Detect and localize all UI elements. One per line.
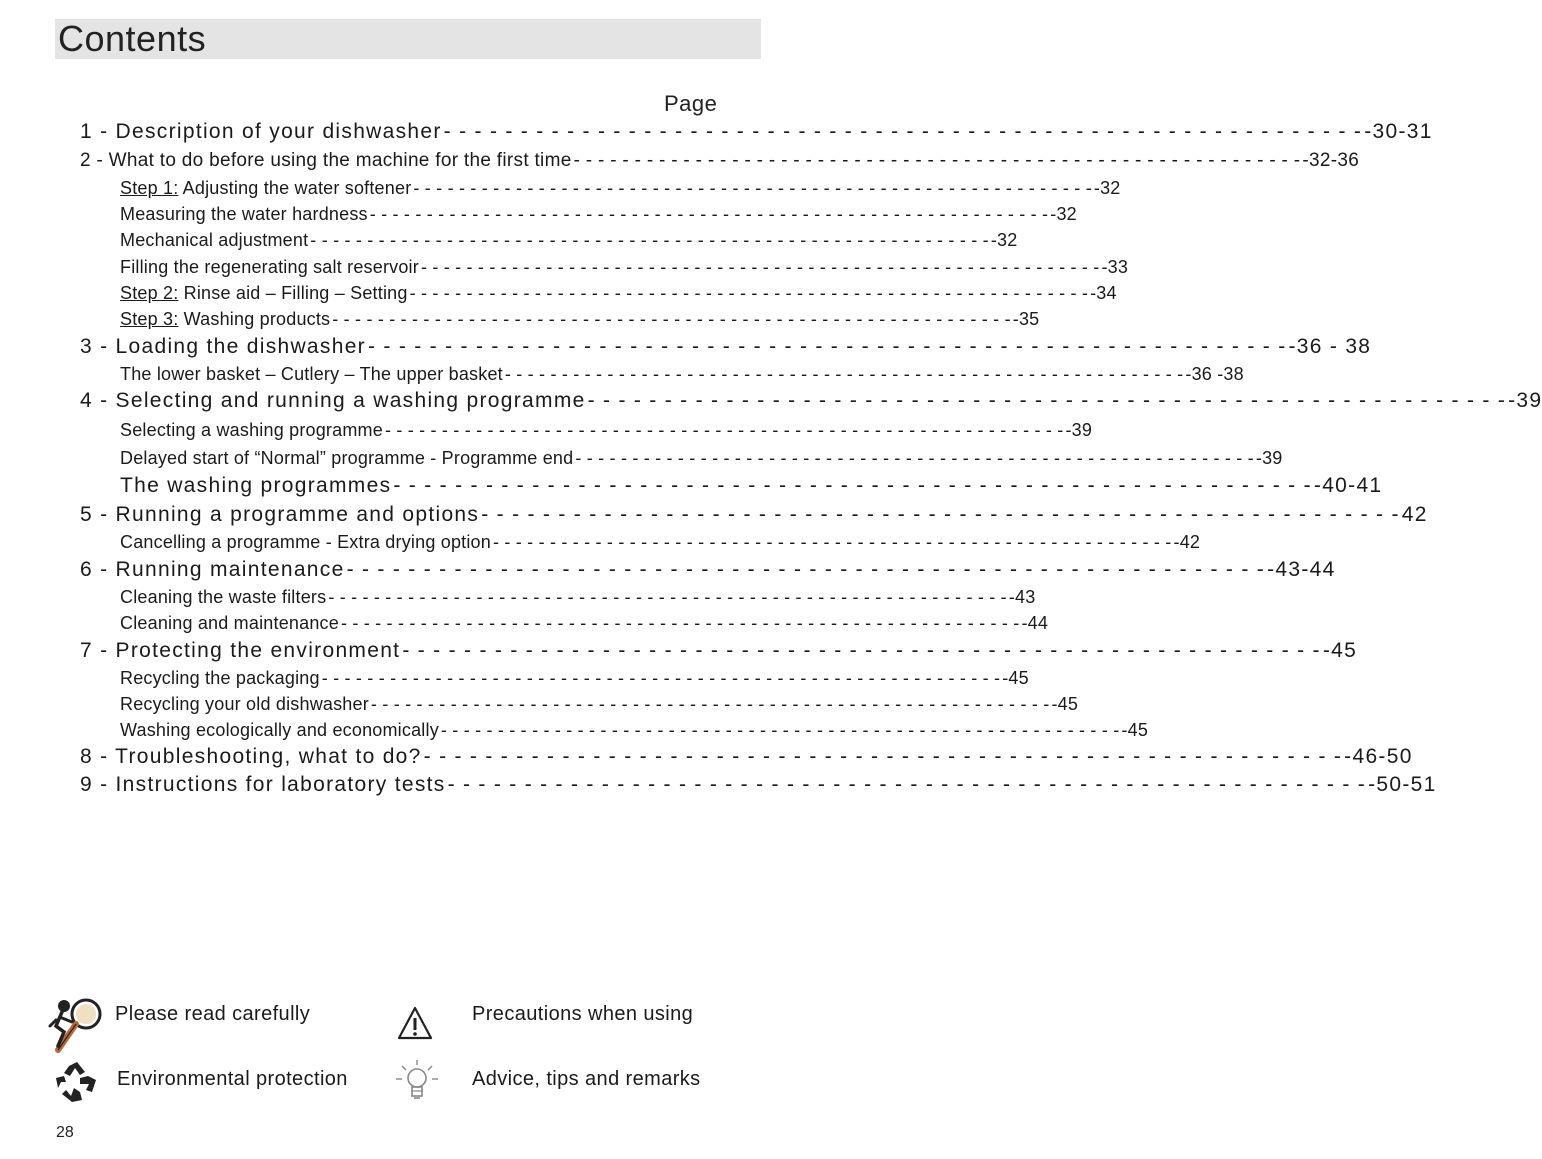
toc-leader: - - - - - - - - - - - - - - - - - - - - - - - - - - - - - - - - - - - - - - - - - - - - - - - - - - - - - - - - - - - - [573,150,1301,171]
toc-leader: - - - - - - - - - - - - - - - - - - - - - - - - - - - - - - - - - - - - - - - - - - - - - - - - - - - - - - - - - - - - [346,558,1266,581]
toc-leader: - - - - - - - - - - - - - - - - - - - - - - - - - - - - - - - - - - - - - - - - - - - - - - - - - - - - - - - - - - - - [367,335,1287,358]
toc-entry [120,694,1079,715]
toc-entry [80,773,1437,797]
toc-page-ref: -34 [1090,283,1117,303]
toc-page-ref: -45 [1121,720,1149,740]
toc-page-ref: -44 [1021,613,1049,633]
toc-entry [120,720,1149,741]
toc-leader: - - - - - - - - - - - - - - - - - - - - - - - - - - - - - - - - - - - - - - - - - - - - - - - - - - - - - - - - - - - - [504,364,1184,384]
toc-page-ref: -45 [1051,694,1079,714]
page-column-header: Page [664,91,718,116]
toc-page-ref: -32-36 [1302,150,1360,171]
toc-entry [80,639,1358,663]
toc-entry-label: 6 - Running maintenance [80,558,345,581]
toc-leader: - - - - - - - - - - - - - - - - - - - - - - - - - - - - - - - - - - - - - - - - - - - - - - - - - - - - - - - - - - - - [443,120,1363,143]
toc-page-ref: -42 [1173,532,1201,552]
toc-entry-label: 8 - Troubleshooting, what to do? [80,745,422,768]
toc-leader: - - - - - - - - - - - - - - - - - - - - - - - - - - - - - - - - - - - - - - - - - - - - - - - - - - - - - - - - - - - - [332,309,1011,329]
toc-page-ref: 42 [1401,503,1428,526]
toc-page-ref: -32 [1093,178,1121,198]
toc-leader: - - - - - - - - - - - - - - - - - - - - - - - - - - - - - - - - - - - - - - - - - - - - - - - - - - - - - - - - - - - - [481,503,1400,526]
toc-leader: - - - - - - - - - - - - - - - - - - - - - - - - - - - - - - - - - - - - - - - - - - - - - - - - - - - - - - - - - - - - [321,668,1001,688]
toc-leader: - - - - - - - - - - - - - - - - - - - - - - - - - - - - - - - - - - - - - - - - - - - - - - - - - - - - - - - - - - - - [575,448,1254,468]
toc-entry [120,309,1040,330]
toc-entry-label: Filling the regenerating salt reservoir [120,257,419,277]
warning-triangle-icon [396,1004,434,1042]
toc-step-label: Step 2: [120,283,179,303]
toc-entry [120,257,1129,278]
toc-entry-label: Mechanical adjustment [120,230,309,250]
lightbulb-icon [394,1058,440,1110]
toc-entry [120,668,1029,689]
toc-entry-label: Delayed start of “Normal” programme - Programme end [120,448,574,468]
toc-page-ref: -33 [1101,257,1129,277]
toc-leader: - - - - - - - - - - - - - - - - - - - - - - - - - - - - - - - - - - - - - - - - - - - - - - - - - - - - - - - - - - - - [492,532,1172,552]
toc-page-ref: -45 [1002,668,1029,688]
page-title: Contents [58,18,207,59]
toc-entry [120,448,1283,469]
toc-page-ref: -30-31 [1364,120,1433,143]
toc-entry [80,150,1360,172]
toc-entry-label: Recycling the packaging [120,668,320,688]
toc-entry [80,745,1413,769]
toc-entry [120,178,1121,199]
toc-page-ref: -32 [1050,204,1077,224]
toc-entry-label: 5 - Running a programme and options [80,503,480,526]
toc-entry [80,558,1336,582]
toc-entry-label: 9 - Instructions for laboratory tests [80,773,446,796]
toc-page-ref: -39 [1065,420,1093,440]
toc-entry [120,587,1036,608]
toc-page-ref: -46-50 [1344,745,1413,768]
toc-entry [120,613,1049,634]
toc-leader: - - - - - - - - - - - - - - - - - - - - - - - - - - - - - - - - - - - - - - - - - - - - - - - - - - - - - - - - - - - - [402,639,1321,662]
toc-leader: - - - - - - - - - - - - - - - - - - - - - - - - - - - - - - - - - - - - - - - - - - - - - - - - - - - - - - - - - - - - [310,230,989,250]
toc-leader: - - - - - - - - - - - - - - - - - - - - - - - - - - - - - - - - - - - - - - - - - - - - - - - - - - - - - - - - - - - - [413,178,1092,198]
toc-page-ref: -43 [1008,587,1036,607]
toc-entry [120,364,1244,385]
toc-entry-label: 1 - Description of your dishwasher [80,120,442,143]
toc-entry-label: The washing programmes [120,474,392,497]
toc-page-ref: -45 [1322,639,1358,662]
toc-entry [80,503,1428,527]
legend-read-carefully: Please read carefully [115,1003,311,1025]
toc-entry-label: Cleaning the waste filters [120,587,327,607]
toc-entry [120,204,1077,225]
legend-advice: Advice, tips and remarks [472,1068,701,1090]
toc-entry [80,389,1542,413]
toc-step-label: Step 1: [120,178,179,198]
toc-entry-label: The lower basket – Cutlery – The upper basket [120,364,503,384]
toc-entry [120,230,1018,251]
toc-entry-label: Selecting a washing programme [120,420,383,440]
toc-page-ref: -36 -38 [1185,364,1244,384]
toc-leader: - - - - - - - - - - - - - - - - - - - - - - - - - - - - - - - - - - - - - - - - - - - - - - - - - - - - - - - - - - - - [370,694,1050,714]
legend-precautions: Precautions when using [472,1003,694,1025]
toc-entry-label: Measuring the water hardness [120,204,368,224]
toc-page-ref: -36 - 38 [1288,335,1372,358]
recycle-icon [52,1058,100,1106]
toc-leader: - - - - - - - - - - - - - - - - - - - - - - - - - - - - - - - - - - - - - - - - - - - - - - - - - - - - - - - - - - - - [369,204,1049,224]
toc-leader: - - - - - - - - - - - - - - - - - - - - - - - - - - - - - - - - - - - - - - - - - - - - - - - - - - - - - - - - - - - - [409,283,1089,303]
toc-entry-label: Recycling your old dishwasher [120,694,369,714]
toc-leader: - - - - - - - - - - - - - - - - - - - - - - - - - - - - - - - - - - - - - - - - - - - - - - - - - - - - - - - - - - - - [328,587,1007,607]
toc-entry [120,420,1093,441]
legend-environment: Environmental protection [117,1068,348,1090]
toc-entry-label: Washing ecologically and economically [120,720,439,740]
toc-entry-label: Step 1: Adjusting the water softener [120,178,412,198]
toc-step-label: Step 3: [120,309,179,329]
toc-page-ref: -43-44 [1267,558,1336,581]
toc-page-ref: -32 [990,230,1018,250]
toc-leader: - - - - - - - - - - - - - - - - - - - - - - - - - - - - - - - - - - - - - - - - - - - - - - - - - - - - - - - - - - - - [384,420,1064,440]
toc-leader: - - - - - - - - - - - - - - - - - - - - - - - - - - - - - - - - - - - - - - - - - - - - - - - - - - - - - - - - - - - - [393,474,1312,497]
toc-entry [120,532,1201,553]
toc-page-ref: -39 [1255,448,1283,468]
title-bar [55,19,761,59]
toc-leader: - - - - - - - - - - - - - - - - - - - - - - - - - - - - - - - - - - - - - - - - - - - - - - - - - - - - - - - - - - - - [420,257,1100,277]
toc-entry-label: Cleaning and maintenance [120,613,339,633]
toc-entry-label: Step 3: Washing products [120,309,331,329]
toc-leader: - - - - - - - - - - - - - - - - - - - - - - - - - - - - - - - - - - - - - - - - - - - - - - - - - - - - - - - - - - - - [440,720,1120,740]
toc-page-ref: -50-51 [1368,773,1437,796]
toc-entry [120,283,1117,304]
page-number: 28 [56,1124,74,1141]
toc-entry-label: Step 2: Rinse aid – Filling – Setting [120,283,408,303]
toc-leader: - - - - - - - - - - - - - - - - - - - - - - - - - - - - - - - - - - - - - - - - - - - - - - - - - - - - - - - - - - - - [423,745,1343,768]
toc-leader: - - - - - - - - - - - - - - - - - - - - - - - - - - - - - - - - - - - - - - - - - - - - - - - - - - - - - - - - - - - - [447,773,1367,796]
toc-page-ref: -40-41 [1313,474,1383,497]
toc-entry [120,474,1383,498]
toc-entry-label: 3 - Loading the dishwasher [80,335,366,358]
toc-leader: - - - - - - - - - - - - - - - - - - - - - - - - - - - - - - - - - - - - - - - - - - - - - - - - - - - - - - - - - - - - [587,389,1507,412]
toc-entry [80,335,1372,359]
toc-entry-label: Cancelling a programme - Extra drying option [120,532,491,552]
toc-entry-label: 2 - What to do before using the machine for the first time [80,150,572,171]
toc-entry-label: 4 - Selecting and running a washing programme [80,389,586,412]
toc-page-ref: -35 [1012,309,1040,329]
toc-entry [80,120,1433,144]
reading-figure-icon [44,996,104,1056]
toc-leader: - - - - - - - - - - - - - - - - - - - - - - - - - - - - - - - - - - - - - - - - - - - - - - - - - - - - - - - - - - - - [340,613,1020,633]
toc-page-ref: -39 [1508,389,1542,412]
toc-entry-label: 7 - Protecting the environment [80,639,401,662]
